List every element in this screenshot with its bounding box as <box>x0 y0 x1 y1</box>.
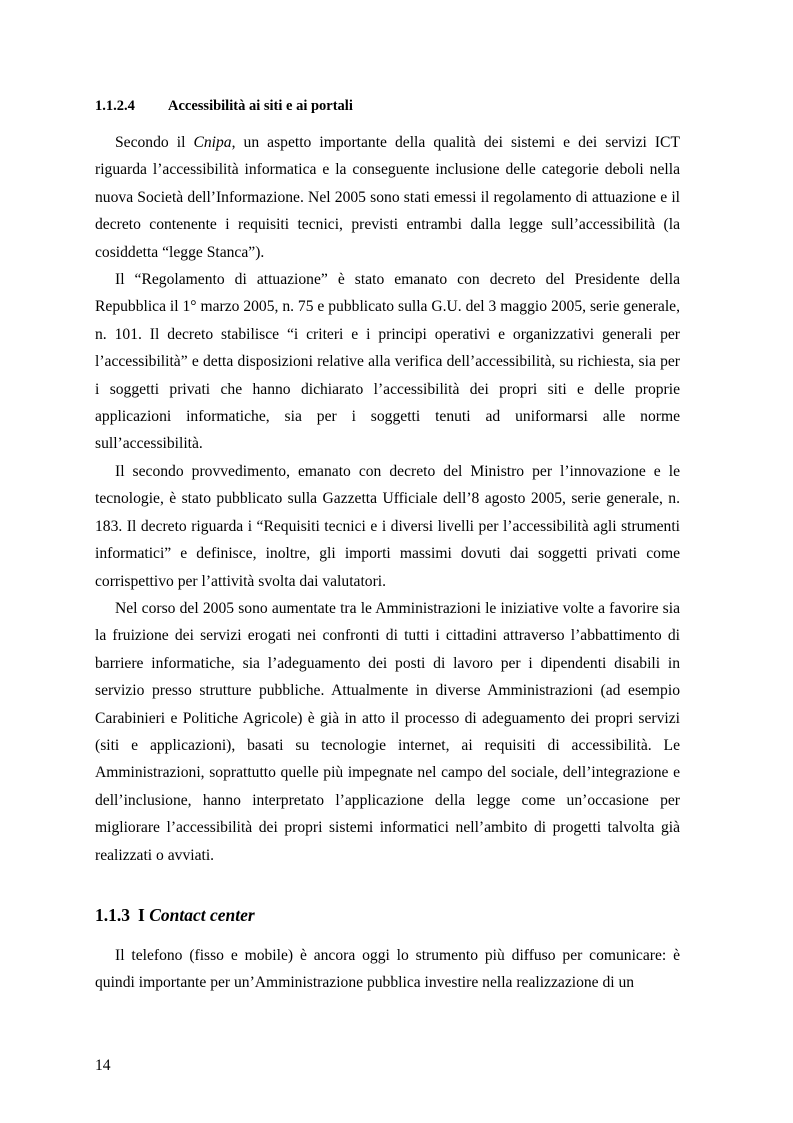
paragraph-1-rest: , un aspetto importante della qualità dei sistemi e dei servizi ICT riguarda l’accessibilità informatica e la conseguente inclusione delle categorie deboli nella nuova Società dell’Informazione. Nel 2005 sono stati emessi il regolamento di attuazione e il decreto contenente i requisiti tecnici, previsti entrambi dalla legge sull’accessibilità (la cosiddetta “legge Stanca”). <box>95 134 680 261</box>
section-title-italic: Contact center <box>149 905 255 925</box>
subsection-title: Accessibilità ai siti e ai portali <box>168 98 353 114</box>
section-heading <box>95 903 255 927</box>
paragraph-1 <box>95 129 680 266</box>
page-number: 14 <box>95 1057 111 1074</box>
paragraph-1-start: Secondo il <box>115 134 194 151</box>
subsection-body <box>95 129 680 869</box>
paragraph-3: Il secondo provvedimento, emanato con decreto del Ministro per l’innovazione e le tecnologie, è stato pubblicato sulla Gazzetta Ufficiale dell’8 agosto 2005, serie generale, n. 183. Il decreto riguarda i “Requisiti tecnici e i diversi livelli per l’accessibilità agli strumenti informatici” e definisce, inoltre, gli importi massimi dovuti dai soggetti privati come corrispettivo per l’attività svolta dai valutatori. <box>95 462 680 590</box>
subsection-number: 1.1.2.4 <box>95 98 135 114</box>
section-title-prefix: I <box>138 905 150 925</box>
section-number: 1.1.3 <box>95 905 130 925</box>
section-body <box>95 942 680 997</box>
subsection-heading <box>95 96 353 116</box>
paragraph-4: Nel corso del 2005 sono aumentate tra le Amministrazioni le iniziative volte a favorire sia la fruizione dei servizi erogati nei confronti di tutti i cittadini attraverso l’abbattimento di barriere informatiche, sia l’adeguamento dei posti di lavoro per i dipendenti disabili in servizio presso strutture pubbliche. Attualmente in diverse Amministrazioni (ad esempio Carabinieri e Politiche Agricole) è già in atto il processo di adeguamento dei propri servizi (siti e applicazioni), basati su tecnologie internet, ai requisiti di accessibilità. Le Amministrazioni, soprattutto quelle più impegnate nel campo del sociale, dell’integrazione e dell’inclusione, hanno interpretato l’applicazione della legge come un’occasione per migliorare l’accessibilità dei propri sistemi informatici nell’ambito di progetti talvolta già realizzati o avviati. <box>95 599 680 864</box>
paragraph-2: Il “Regolamento di attuazione” è stato emanato con decreto del Presidente della Repubblica il 1° marzo 2005, n. 75 e pubblicato sulla G.U. del 3 maggio 2005, serie generale, n. 101. Il decreto stabilisce “i criteri e i principi operativi e organizzativi generali per l’accessibilità” e detta disposizioni relative alla verifica dell’accessibilità, su richiesta, sia per i soggetti privati che hanno dichiarato l’accessibilità dei propri siti e delle proprie applicazioni informatiche, sia per i soggetti tenuti ad uniformarsi alle norme sull’accessibilità. <box>95 271 680 453</box>
section-paragraph: Il telefono (fisso e mobile) è ancora oggi lo strumento più diffuso per comunicare: è quindi importante per un’Amministrazione pubblica investire nella realizzazione di un <box>95 947 680 992</box>
cnipa-italic: Cnipa <box>193 134 232 151</box>
